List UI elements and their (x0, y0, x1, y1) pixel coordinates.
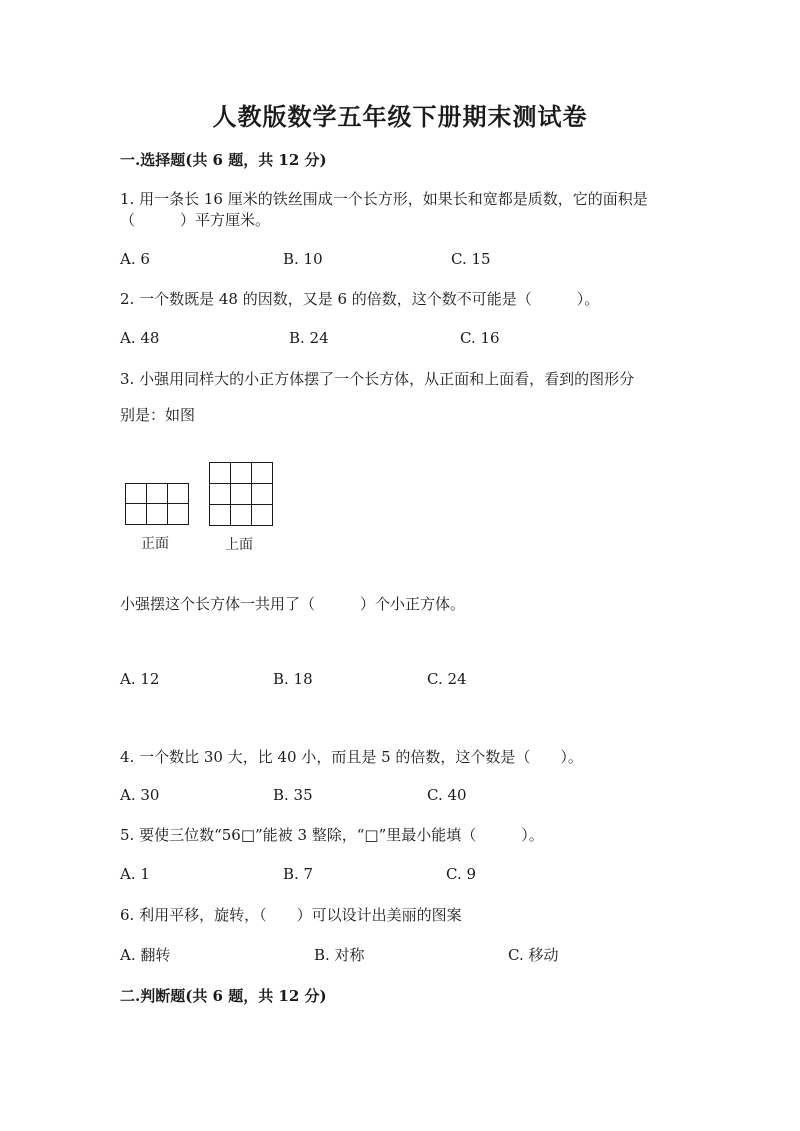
front-view-cell (167, 503, 189, 525)
question-6-text: 6. 利用平移，旋转，（ ）可以设计出美丽的图案 (120, 906, 462, 924)
question-4-option-b: B. 35 (273, 786, 313, 804)
section-heading-judgement: 二.判断题(共 6 题，共 12 分) (120, 987, 327, 1005)
front-view-cell (146, 483, 168, 504)
section-heading-choice: 一.选择题(共 6 题，共 12 分) (120, 151, 327, 169)
question-1-text: 1. 用一条长 16 厘米的铁丝围成一个长方形，如果长和宽都是质数，它的面积是 (120, 190, 648, 208)
question-2-option-a: A. 48 (120, 329, 160, 347)
question-5-text: 5. 要使三位数“56□”能被 3 整除，“□”里最小能填（ ）。 (120, 826, 544, 844)
question-3-option-b: B. 18 (273, 670, 313, 688)
question-4-option-a: A. 30 (120, 786, 160, 804)
question-3-prompt: 小强摆这个长方体一共用了（ ）个小正方体。 (120, 595, 466, 613)
top-view-cell (230, 462, 252, 484)
front-view-cell (125, 503, 147, 525)
question-4-text: 4. 一个数比 30 大，比 40 小，而且是 5 的倍数，这个数是（ ）。 (120, 748, 583, 766)
top-view-cell (230, 504, 252, 526)
front-view-cell (146, 503, 168, 525)
front-view-label: 正面 (141, 536, 169, 552)
question-2-option-c: C. 16 (460, 329, 500, 347)
question-3-text: 3. 小强用同样大的小正方体摆了一个长方体，从正面和上面看，看到的图形分 (120, 370, 635, 388)
question-1-option-c: C. 15 (451, 250, 491, 268)
question-6-option-b: B. 对称 (314, 946, 365, 964)
top-view-label: 上面 (225, 537, 253, 553)
top-view-cell (251, 483, 273, 505)
top-view-cell (209, 462, 231, 484)
question-6-option-c: C. 移动 (508, 946, 559, 964)
question-3-text-cont: 别是：如图 (120, 406, 196, 424)
question-1-option-a: A. 6 (120, 250, 150, 268)
question-3-option-a: A. 12 (120, 670, 160, 688)
top-view-cell (209, 504, 231, 526)
front-view-cell (125, 483, 147, 504)
question-5-option-b: B. 7 (283, 865, 314, 883)
question-4-option-c: C. 40 (427, 786, 467, 804)
top-view-cell (209, 483, 231, 505)
question-2-option-b: B. 24 (289, 329, 329, 347)
question-6-option-a: A. 翻转 (120, 946, 171, 964)
question-3-option-c: C. 24 (427, 670, 467, 688)
question-5-option-a: A. 1 (120, 865, 150, 883)
front-view-cell (167, 483, 189, 504)
question-5-option-c: C. 9 (446, 865, 477, 883)
top-view-cell (251, 504, 273, 526)
question-2-text: 2. 一个数既是 48 的因数，又是 6 的倍数，这个数不可能是（ ）。 (120, 290, 600, 308)
question-1-text-cont: （ ）平方厘米。 (120, 211, 271, 229)
top-view-cell (230, 483, 252, 505)
question-1-option-b: B. 10 (283, 250, 323, 268)
top-view-cell (251, 462, 273, 484)
page-title: 人教版数学五年级下册期末测试卷 (212, 102, 588, 131)
